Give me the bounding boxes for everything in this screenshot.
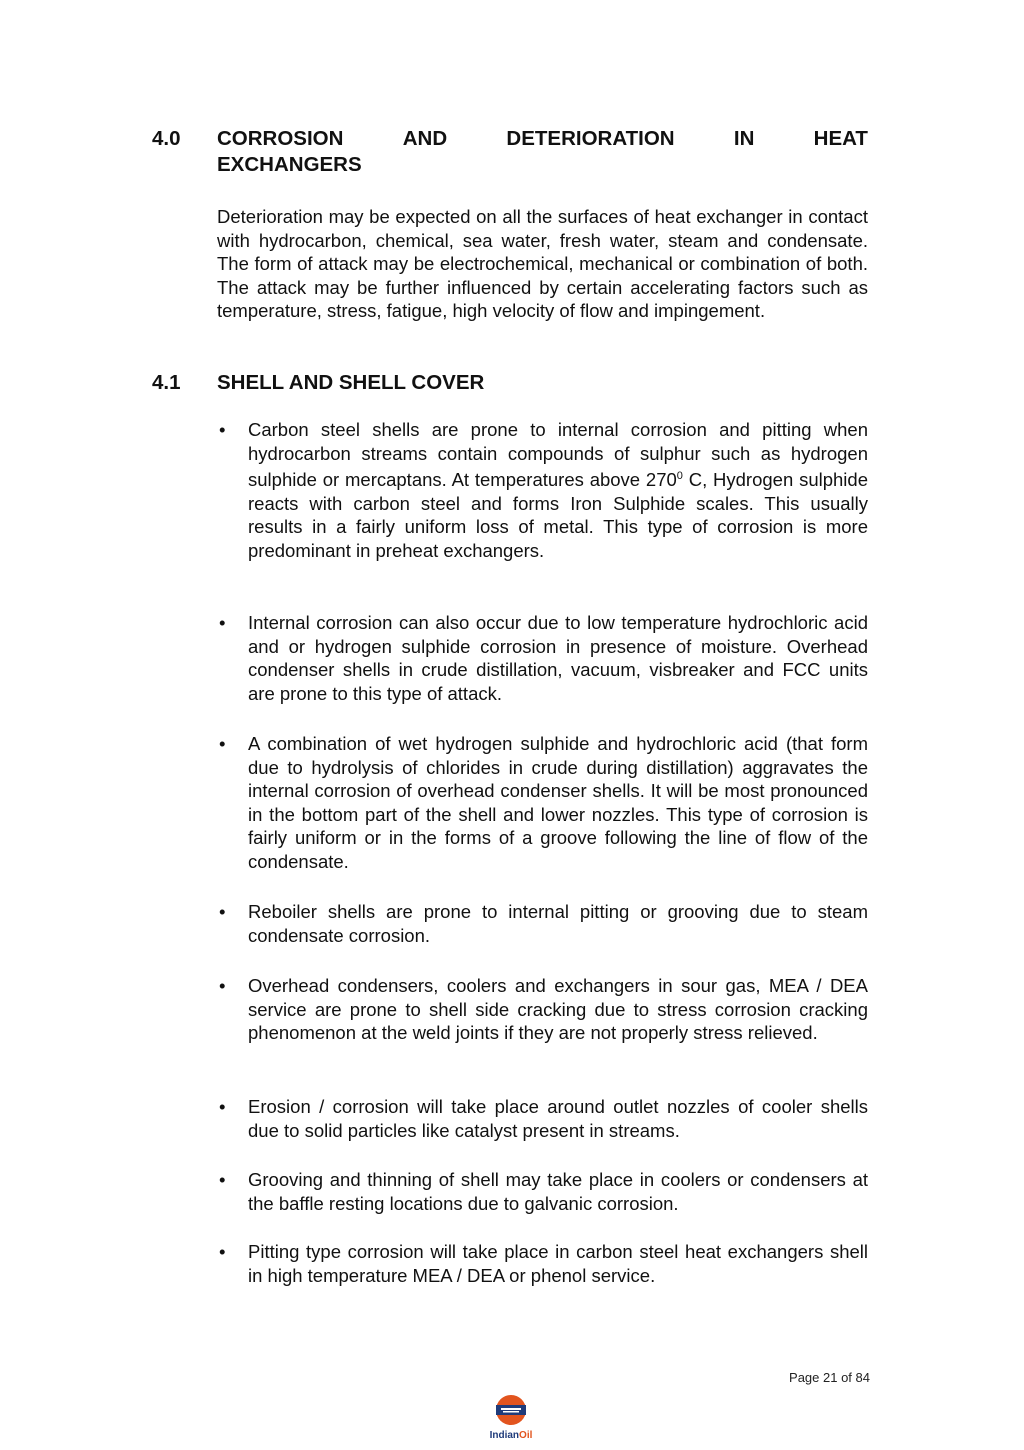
list-item-text: Erosion / corrosion will take place around outlet nozzles of cooler shells due to solid particles like catalyst present in streams.	[248, 1096, 868, 1141]
list-item-text: Pitting type corrosion will take place in carbon steel heat exchangers shell in high temperature MEA / DEA or phenol service.	[248, 1241, 868, 1286]
section-title-line-2: EXCHANGERS	[217, 153, 362, 176]
list-item	[217, 732, 868, 873]
list-item	[217, 1168, 868, 1215]
bullet-icon: •	[219, 975, 226, 996]
page-number: Page 21 of 84	[789, 1370, 870, 1385]
logo-text: Oil	[519, 1430, 533, 1441]
list-item-text: Reboiler shells are prone to internal pitting or grooving due to steam condensate corrosion.	[248, 901, 868, 946]
list-item-text: A combination of wet hydrogen sulphide and hydrochloric acid (that form due to hydrolysis of chlorides in crude during distillation) aggravates the internal corrosion of overhead condenser shells. It will be most pronounced in the bottom part of the shell and lower nozzles. This type of corrosion is fairly uniform or in the forms of a groove following the line of flow of the condensate.	[248, 733, 868, 872]
logo-wordmark	[471, 1430, 551, 1441]
list-item	[217, 611, 868, 705]
list-item-text	[217, 418, 868, 562]
text-fragment: Carbon steel shells are prone to internal corrosion and pitting when hydrocarbon streams contain compounds of sulphur such as hydrogen sulphide or mercaptans. At temperatures above 270	[248, 419, 868, 491]
text-fragment: C, Hydrogen sulphide reacts with carbon steel and forms Iron Sulphide scales. This usually results in a fairly uniform loss of metal. This type of corrosion is more predominant in preheat exchangers.	[248, 469, 868, 561]
section-number: 4.0	[152, 127, 181, 150]
section-number: 4.1	[152, 371, 181, 394]
title-word: IN	[733, 127, 755, 150]
bullet-icon: •	[219, 419, 226, 440]
list-item	[217, 974, 868, 1045]
bullet-icon: •	[219, 1096, 226, 1117]
title-word: DETERIORATION	[506, 127, 675, 150]
logo-graphic	[483, 1386, 539, 1434]
list-item	[217, 418, 868, 562]
section-title	[217, 126, 868, 178]
list-item-text: Grooving and thinning of shell may take place in coolers or condensers at the baffle resting locations due to galvanic corrosion.	[248, 1169, 868, 1214]
bullet-icon: •	[219, 733, 226, 754]
list-item	[217, 1240, 868, 1287]
list-item-text: Internal corrosion can also occur due to low temperature hydrochloric acid and or hydrogen sulphide corrosion in presence of moisture. Overhead condenser shells in crude distillation, vacuum, visbreaker and FCC units are prone to this type of attack.	[248, 612, 868, 704]
title-word: CORROSION	[217, 127, 344, 150]
section-paragraph: Deterioration may be expected on all the surfaces of heat exchanger in contact with hydrocarbon, chemical, sea water, fresh water, steam and condensate. The form of attack may be electrochemical, mechanical or combination of both. The attack may be further influenced by certain accelerating factors such as temperature, stress, fatigue, high velocity of flow and impingement.	[217, 206, 868, 321]
logo-text: Indian	[489, 1430, 520, 1441]
bullet-icon: •	[219, 901, 226, 922]
logo-script-mark	[501, 1408, 521, 1410]
section-title-line-1	[217, 126, 868, 152]
section-title: SHELL AND SHELL COVER	[217, 371, 485, 394]
title-word: HEAT	[813, 127, 868, 150]
list-item	[217, 900, 868, 947]
superscript: 0	[676, 470, 683, 482]
logo-script-mark	[503, 1411, 519, 1413]
list-item-text: Overhead condensers, coolers and exchangers in sour gas, MEA / DEA service are prone to shell side cracking due to stress corrosion cracking phenomenon at the weld joints if they are not properly stress relieved.	[248, 975, 868, 1043]
bullet-icon: •	[219, 1241, 226, 1262]
list-item	[217, 1095, 868, 1142]
bullet-icon: •	[219, 612, 226, 633]
title-word: AND	[402, 127, 448, 150]
bullet-icon: •	[219, 1169, 226, 1190]
